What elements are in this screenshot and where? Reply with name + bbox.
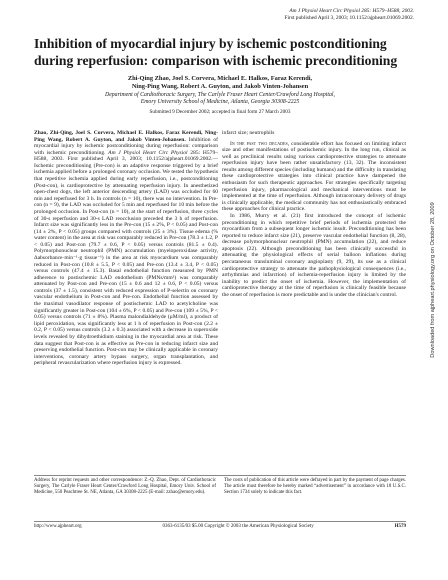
affiliation	[34, 92, 406, 106]
intro-lead: In the past two decades,	[230, 140, 290, 147]
abstract-body: 285: H579–H588, 2003. First published April 3, 2003; 10.1152/ajpheart.01069.2002.—Ischemic preconditioning (Pre-con) is an adaptive response triggered by a brief ischemia applied before a prolonged coronary occlusion. We tested the hypothesis that repetitive ischemia applied during early reperfusion, i.e., postconditioning (Post-con), is cardioprotective by attenuating reperfusion injury. In anesthetized open-chest dogs, the left anterior descending artery (LAD) was occluded for 60 min and reperfused for 3 h. In controls (n = 10), there was no intervention. In Pre-con (n = 9), the LAD was occluded for 5 min and reperfused for 10 min before the prolonged occlusion. In Post-con (n = 10), at the start of reperfusion, three cycles of 30-s reperfusion and 30-s LAD reocclusion preceded the 3 h of reperfusion. Infarct size was significantly less in the Pre-con (15 ± 2%, P < 0.05) and Post-con (14 ± 2%, P < 0.05) groups compared with controls (25 ± 3%). Tissue edema (% water content) in the area at risk was comparably reduced in Pre-con (78.3 ± 1.2, P < 0.05) and Post-con (79.7 ± 0.6, P < 0.05) versus controls (81.5 ± 0.4). Polymorphonuclear neutrophil (PMN) accumulation (myeloperoxidase activity, Δabsorbance·min⁻¹·g tissue⁻¹) in the area at risk myocardium was comparably reduced in Post-con (10.8 ± 5.5, P < 0.05) and Pre-con (13.4 ± 3.4, P < 0.05) versus controls (47.4 ± 15.3). Basal endothelial function measured by PMN adherence to postischemic LAD endothelium (PMNs/mm²) was comparably attenuated by Post-con and Pre-con (15 ± 0.6 and 12 ± 0.6, P < 0.05) versus controls (37 ± 1.5), consistent with reduced expression of P-selectin on coronary vascular endothelium in Post-con and Pre-con. Endothelial function assessed by the maximal vasodilator response of postischemic LAD to acetylcholine was significantly greater in Post-con (104 ± 6%, P < 0.05) and Pre-con (109 ± 5%, P < 0.05) versus controls (71 ± 8%). Plasma malondialdehyde (μM/ml), a product of lipid peroxidation, was significantly less at 1 h of reperfusion in Post-con (2.2 ± 0.2, P < 0.05) versus controls (3.2 ± 0.3) associated with a decrease in superoxide levels revealed by dihydroethidium staining in the myocardial area at risk. These data suggest that Post-con is as effective as Pre-con in reducing infarct size and preserving endothelial function. Post-con may be clinically applicable in coronary interventions, coronary artery bypass surgery, organ transplantation, and peripheral revascularization where reperfusion injury is expressed.	[34, 149, 218, 367]
abstract-citation: Am J Physiol Heart Circ Physiol	[105, 149, 188, 156]
footnote-divider	[34, 475, 406, 476]
submission-dates: Submitted 9 December 2002; accepted in final form 27 March 2003	[149, 109, 291, 115]
journal-url-link[interactable]: http://www.ajpheart.org	[34, 524, 82, 529]
correspondence-footnote: Address for reprint requests and other correspondence: Z.-Q. Zhao, Dept. of Cardiothoracic Surgery, The Carlyle Fraser Heart Center/Crawford Long Hospital, Emory Univ. School of Medicine, 550 Peachtree St. NE, Atlanta, GA 30308-2225 (E-mail: zzhao@emory.edu).	[34, 478, 216, 495]
affiliation-line-1: Department of Cardiothoracic Surgery, The Carlyle Fraser Heart Center/Crawford Long Hospital,	[105, 92, 335, 98]
author-list	[34, 75, 406, 91]
article-title: Inhibition of myocardial injury by ischemic postconditioning during reperfusion: comparison with ischemic preconditioning	[34, 36, 398, 68]
intro-paragraph	[222, 141, 406, 213]
running-head	[114, 8, 414, 21]
abstract-title: Inhibition of myocardial injury by ischemic postconditioning during reperfusion: comparison with ischemic preconditioning.	[34, 136, 218, 156]
download-watermark	[428, 110, 438, 450]
journal-citation-line: Am J Physiol Heart Circ Physiol 285: H579–H588, 2003.	[289, 8, 414, 14]
page-footer	[34, 524, 406, 530]
keywords: infarct size; neutrophils	[222, 130, 275, 136]
author-line-1: Zhi-Qing Zhao, Joel S. Corvera, Michael E. Halkos, Faraz Kerendi,	[127, 75, 313, 82]
download-watermark-text: Downloaded from ajpheart.physiology.org on October 28, 2009	[430, 202, 436, 358]
first-published-line: First published April 3, 2003; 10.1152/ajpheart.01069.2002.	[284, 14, 414, 21]
abstract-authors: Zhao, Zhi-Qing, Joel S. Corvera, Michael E. Halkos, Faraz Kerendi, Ning-Ping Wang, Robert A. Guyton, and Jakob Vinten-Johansen.	[34, 130, 218, 143]
page-charges-footnote: The costs of publication of this article were defrayed in part by the payment of page charges. The article must therefore be hereby marked “advertisement” in accordance with 18 U.S.C. Section 1734 solely to indicate this fact.	[224, 478, 406, 495]
paragraph-2: In 1986, Murry et al. (21) first introduced the concept of ischemic preconditioning in which repetitive brief periods of ischemia protected the myocardium from a subsequent longer ischemic insult. Preconditioning has been reported to reduce infarct size (21), preserve vascular endothelial function (8, 28), decrease polymorphonuclear neutrophil (PMN) accumulation (22), and reduce apoptosis (22). Although preconditioning has been clinically successful in attenuating the physiological effects of serial balloon inflations during percutaneous transluminal coronary angioplasty (9, 29), its use as a clinical cardioprotective strategy to attenuate the pathophysiological consequences (i.e., arrhythmias and infarction) of ischemia-reperfusion injury is limited by the inability to predict the onset of ischemia. However, the implementation of cardioprotective therapy at the time of reperfusion is clinically feasible because the onset of reperfusion is more predictable and is under the clinician's control.	[222, 212, 406, 298]
intro-text: considerable effort has focused on limiting infarct size and other manifestations of postischemic injury. In the long run, clinical as well as preclinical results using various cardioprotective strategies to attenuate reperfusion injury have been rather unsatisfactory (13, 32). The inconsistent results among different species (including humans) and the difficulty in translating these cardioprotective strategies into clinical practice have dampened the enthusiasm for such therapeutic approaches. For strategies specifically targeting reperfusion injury, pharmacological and mechanical interventions must be implemented at the time of reperfusion. Although intracoronary delivery of drugs is clinically applicable, the medical community has not enthusiastically embraced these approaches for clinical practice.	[222, 140, 406, 213]
affiliation-line-2: Emory University School of Medicine, Atlanta, Georgia 30308-2225	[140, 99, 300, 106]
author-line-2: Ning-Ping Wang, Robert A. Guyton, and Jakob Vinten-Johansen	[131, 83, 309, 91]
copyright-line: 0363-6135/03 $5.00 Copyright © 2003 the American Physiological Society	[162, 524, 314, 529]
abstract-column	[34, 130, 218, 456]
body-column	[222, 130, 406, 298]
footer-divider	[34, 521, 406, 522]
abstract	[34, 130, 218, 367]
page-number: H579	[394, 524, 406, 529]
